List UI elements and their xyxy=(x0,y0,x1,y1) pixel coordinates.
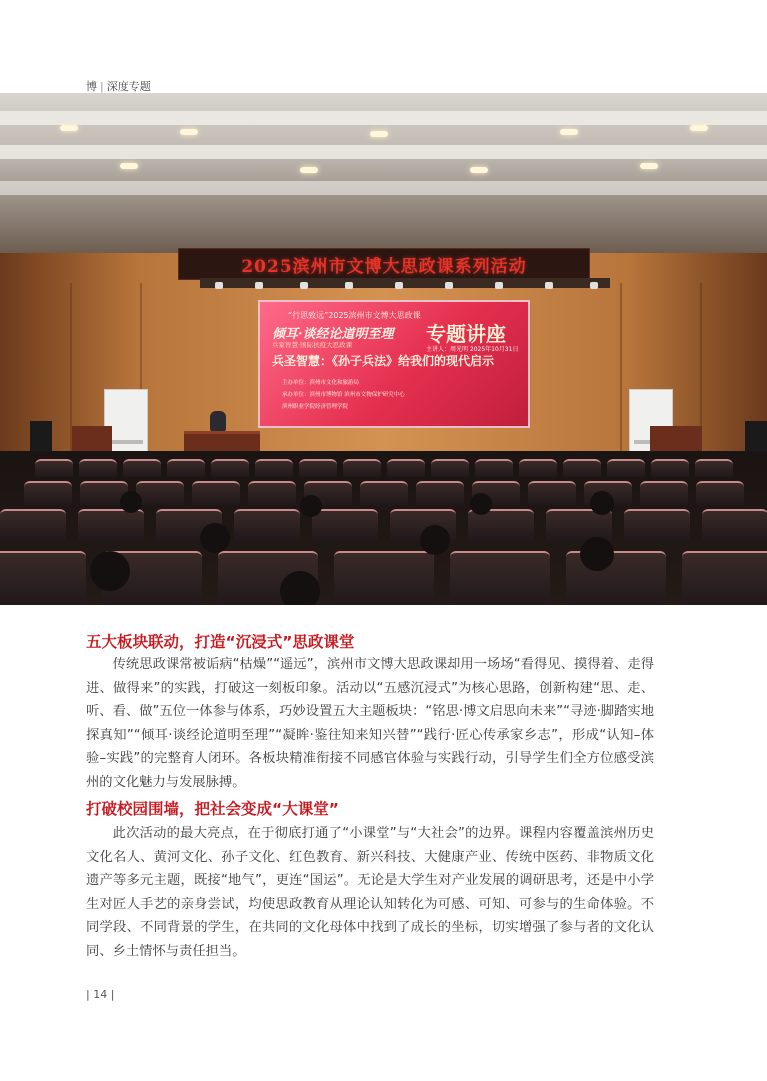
header-separator: | xyxy=(100,79,104,93)
stage-spotlight xyxy=(590,282,598,289)
section-body: 此次活动的最大亮点，在于彻底打通了“小课堂”与“大社会”的边界。课程内容覆盖滨州历史文化名人、黄河文化、孙子文化、红色教育、新兴科技、大健康产业、传统中医药、非物质文化遗产等多元主题，既接“地气”，更连“国运”。无论是大学生对产业发展的调研思考，还是中小学生对匠人手艺的亲身尝试，均使思政教育从理论认知转化为可感、可知、可参与的生命体验。不同学段、不同背景的学生，在共同的文化母体中找到了成长的坐标，切实增强了参与者的文化认同、乡土情怀与责任担当。 xyxy=(86,826,654,959)
audience-head xyxy=(280,571,320,605)
screen-date: 主讲人：周光明 2025年10月31日 xyxy=(426,346,519,353)
screen-organizer: 主办单位：滨州市文化和旅游局 xyxy=(282,380,360,386)
wall-panel xyxy=(620,283,622,453)
section-body: 传统思政课常被诟病“枯燥”“遥远”，滨州市文博大思政课却用一场场“看得见、摸得着、走得进、做得来”的实践，打破这一刻板印象。活动以“五感沉浸式”为核心思路，创新构建“思、走、听、看、做”五位一体参与体系，巧妙设置五大主题板块：“铭思·博文启思向未来”“寻迹·脚踏实地探真知”“倾耳·谈经论道明至理”“凝眸·鉴往知来知兴替”“践行·匠心传承家乡志”，形成“认知–体验–实践”的完整育人闭环。各板块精准衔接不同感官体验与实践行动，引导学生们全方位感受滨州的文化魅力与发展脉搏。 xyxy=(86,657,654,790)
event-banner-text: 2025滨州市文博大思政课系列活动 xyxy=(241,256,527,277)
audience-head xyxy=(580,537,614,571)
header-section: 博 xyxy=(86,80,97,93)
seat-row xyxy=(0,509,767,541)
stage-spotlight xyxy=(545,282,553,289)
screen-tag: “行思致远”2025滨州市文博大思政课 xyxy=(288,311,421,320)
stage-spotlight xyxy=(215,282,223,289)
stage-spotlight xyxy=(395,282,403,289)
screen-subtitle: 兵家智慧·国际抗疫大思政课 xyxy=(272,341,353,349)
audience-head xyxy=(420,525,450,555)
ceiling-beam xyxy=(0,181,767,195)
screen-title: 倾耳·谈经论道明至理 xyxy=(272,327,394,342)
stage-spotlight xyxy=(495,282,503,289)
stage-spotlight xyxy=(255,282,263,289)
screen-organizer: 承办单位：滨州市博物馆 滨州市文物保护研究中心 xyxy=(282,392,405,398)
screen-topic: 兵圣智慧：《孙子兵法》给我们的现代启示 xyxy=(272,354,495,368)
seat-row xyxy=(0,481,767,505)
lecture-hall-photo xyxy=(0,93,767,605)
ceiling-light xyxy=(690,125,708,131)
ceiling-light xyxy=(370,131,388,137)
screen-label: 专题讲座 xyxy=(426,322,506,346)
seat-row xyxy=(0,459,767,477)
audience-head xyxy=(120,491,142,513)
ceiling-light xyxy=(60,125,78,131)
stage-spotlight xyxy=(300,282,308,289)
audience-head xyxy=(300,495,322,517)
ceiling-light xyxy=(470,167,488,173)
stage-spotlight xyxy=(345,282,353,289)
section-heading: 打破校园围墙，把社会变成“大课堂” xyxy=(86,800,339,818)
ceiling-light xyxy=(300,167,318,173)
ceiling-beam xyxy=(0,111,767,125)
ceiling-light xyxy=(640,163,658,169)
running-header xyxy=(86,78,151,94)
ceiling-beam xyxy=(0,145,767,159)
lecturer xyxy=(210,411,226,431)
header-column: 深度专题 xyxy=(106,80,151,93)
ceiling-light xyxy=(560,129,578,135)
stage-spotlight xyxy=(445,282,453,289)
ceiling-light xyxy=(180,129,198,135)
section-heading: 五大板块联动，打造“沉浸式”思政课堂 xyxy=(86,633,355,651)
ceiling-light xyxy=(120,163,138,169)
audience-head xyxy=(200,523,230,553)
event-banner xyxy=(178,248,590,280)
audience-seating xyxy=(0,451,767,605)
screen-organizer: 滨州职业学院经济管理学院 xyxy=(282,404,349,410)
audience-head xyxy=(470,493,492,515)
page-number: | 14 | xyxy=(86,988,115,1001)
projection-screen xyxy=(258,300,530,428)
audience-head xyxy=(590,491,614,515)
audience-head xyxy=(90,551,130,591)
